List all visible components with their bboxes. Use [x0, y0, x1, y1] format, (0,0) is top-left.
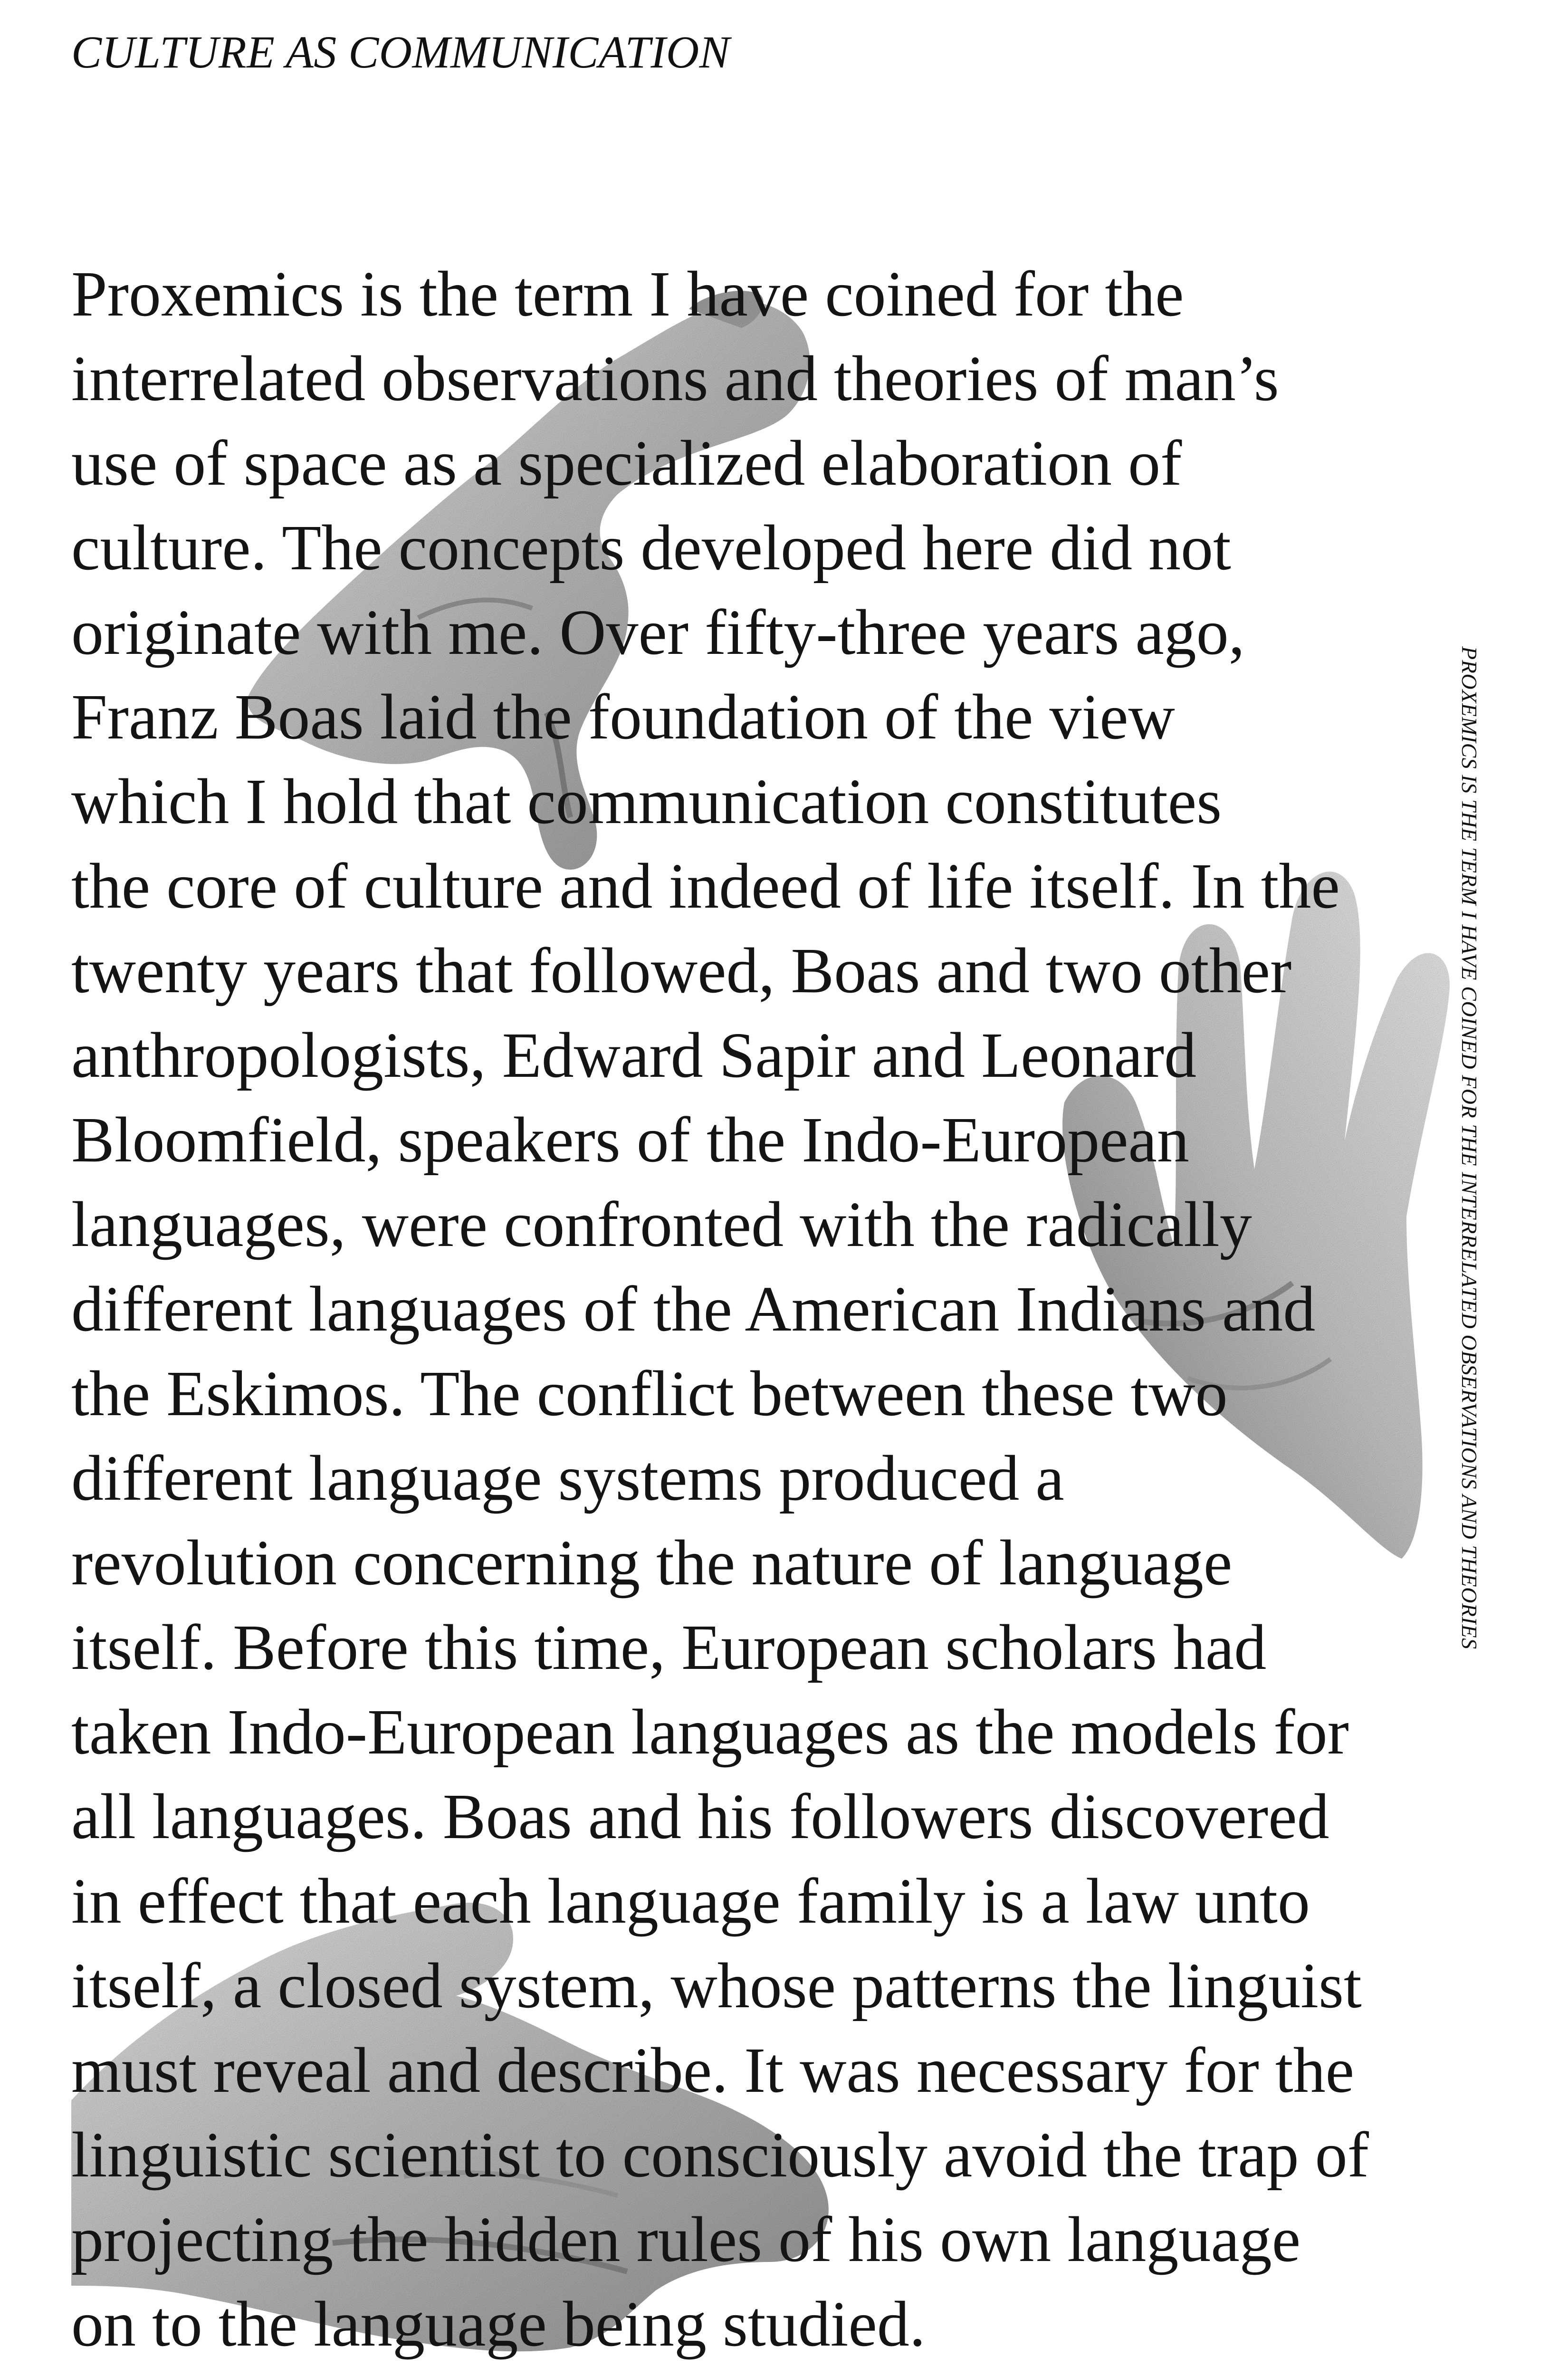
- paragraph-line: taken Indo-European languages as the models for: [71, 1696, 1349, 1768]
- paragraph-line: in effect that each language family is a law unto: [71, 1866, 1310, 1937]
- vertical-side-quote: PROXEMICS IS THE TERM I HAVE COINED FOR THE INTERRELATED OBSERVATIONS AND THEORIES: [1457, 646, 1482, 1649]
- paragraph-line: itself, a closed system, whose patterns the linguist: [71, 1950, 1362, 2022]
- paragraph-line: the Eskimos. The conflict between these two: [71, 1358, 1228, 1429]
- paragraph-line: interrelated observations and theories of man’s: [71, 343, 1279, 414]
- paragraph-line: Proxemics is the term I have coined for the: [71, 259, 1184, 330]
- running-header: CULTURE AS COMMUNICATION: [71, 27, 730, 77]
- paragraph-line: Bloomfield, speakers of the Indo-European: [71, 1104, 1189, 1176]
- paragraph-line: revolution concerning the nature of language: [71, 1527, 1233, 1599]
- paragraph-line: languages, were confronted with the radically: [71, 1189, 1252, 1260]
- paragraph-line: culture. The concepts developed here did not: [71, 512, 1231, 584]
- body-paragraph: [71, 252, 1487, 2366]
- paragraph-line: the core of culture and indeed of life itself. In the: [71, 851, 1340, 922]
- paragraph-line: anthropologists, Edward Sapir and Leonard: [71, 1020, 1197, 1091]
- paragraph-line: must reveal and describe. It was necessary for the: [71, 2035, 1355, 2106]
- paragraph-line: which I hold that communication constitutes: [71, 766, 1222, 837]
- paragraph-line: twenty years that followed, Boas and two other: [71, 935, 1292, 1006]
- paragraph-line: projecting the hidden rules of his own language: [71, 2204, 1301, 2275]
- paragraph-line: Franz Boas laid the foundation of the view: [71, 681, 1175, 753]
- paragraph-line: linguistic scientist to consciously avoid the trap of: [71, 2119, 1369, 2191]
- paragraph-line: all languages. Boas and his followers discovered: [71, 1781, 1329, 1852]
- paragraph-line: use of space as a specialized elaboration of: [71, 428, 1182, 499]
- paragraph-line: on to the language being studied.: [71, 2289, 926, 2360]
- paragraph-line: itself. Before this time, European scholars had: [71, 1612, 1267, 1683]
- paragraph-line: different languages of the American Indians and: [71, 1274, 1316, 1345]
- paragraph-line: originate with me. Over fifty-three years ago,: [71, 597, 1245, 668]
- paragraph-line: different language systems produced a: [71, 1443, 1064, 1514]
